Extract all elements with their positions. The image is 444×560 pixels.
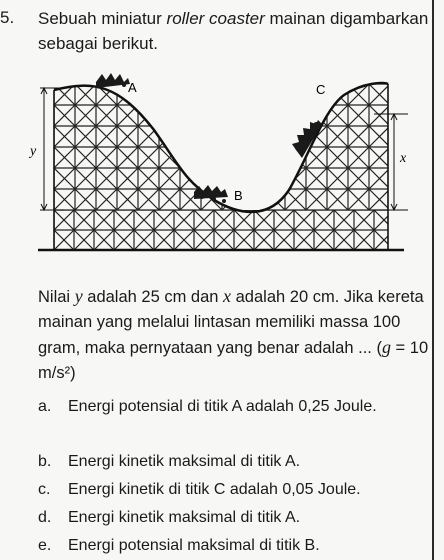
page-border-line — [432, 0, 434, 560]
option-letter: c. — [38, 481, 51, 498]
roller-coaster-figure — [24, 70, 428, 268]
point-c-label: C — [316, 82, 326, 97]
option-text: Energi kinetik maksimal di titik A. — [68, 453, 301, 470]
option-text: Energi potensial maksimal di titik B. — [68, 537, 320, 554]
dimension-y — [40, 88, 64, 210]
question-intro — [38, 6, 430, 56]
question-stem — [38, 284, 430, 386]
option-text: Energi kinetik di titik C adalah 0,05 Joule. — [68, 481, 361, 498]
dimension-y-label: y — [30, 144, 37, 159]
intro-text-2: mainan digambarkan sebagai berikut. — [38, 9, 429, 53]
option-text: Energi kinetik maksimal di titik A. — [68, 509, 301, 526]
point-a-label: A — [128, 80, 137, 95]
base-lattice — [54, 210, 394, 250]
stem-var-g: g — [381, 337, 391, 357]
point-b-label: B — [234, 188, 243, 203]
option-letter: b. — [38, 453, 52, 470]
stem-text-3: adalah 20 cm. Jika kereta mainan yang melalui lintasan memiliki massa 100 gram, maka pernyataan yang benar adalah ... ( — [38, 288, 424, 357]
intro-text-1: Sebuah miniatur — [38, 9, 167, 28]
stem-var-x: x — [223, 286, 232, 306]
option-letter: e. — [38, 537, 52, 554]
stem-var-y: y — [74, 286, 83, 306]
intro-italic-term: roller coaster — [166, 9, 265, 28]
option-letter: d. — [38, 509, 52, 526]
option-letter: a. — [38, 398, 52, 415]
support-lattice — [54, 84, 390, 210]
stem-text-2: adalah 25 cm dan — [82, 288, 224, 306]
stem-text-1: Nilai — [38, 288, 75, 306]
option-text: Energi potensial di titik A adalah 0,25 Joule. — [68, 398, 377, 415]
train-at-a — [96, 73, 130, 88]
stem-text-4: = 10 m/s²) — [38, 339, 429, 382]
question-number: 5. — [0, 8, 15, 27]
dimension-x-label: x — [400, 151, 407, 166]
